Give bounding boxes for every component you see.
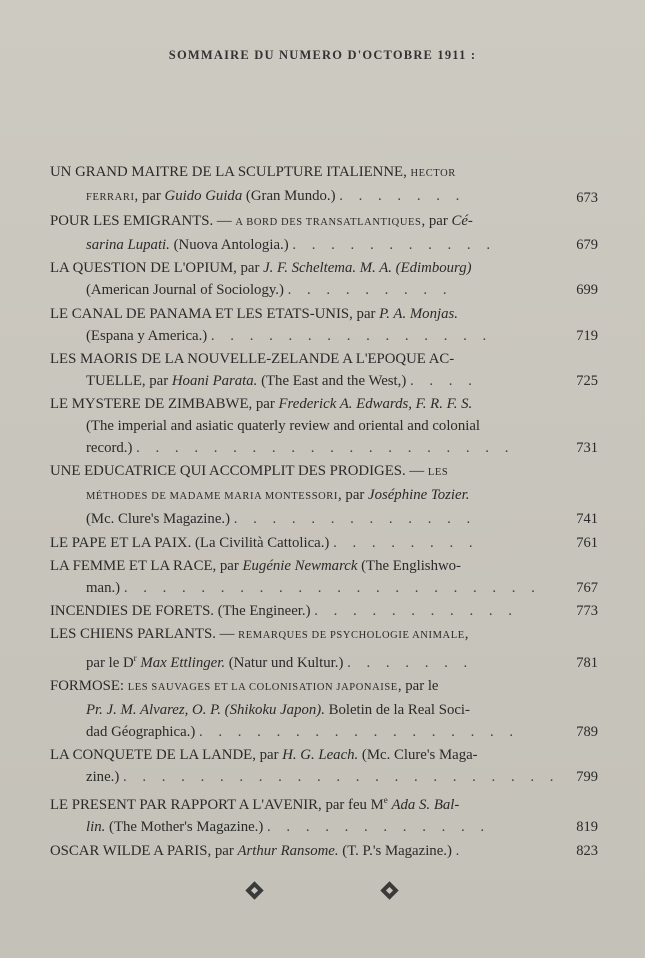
entry-line (50, 789, 598, 816)
entry-text: LA QUESTION DE L'OPIUM, par (50, 260, 264, 277)
entry-line (50, 370, 598, 392)
page-title: SOMMAIRE DU NUMERO D'OCTOBRE 1911 : (168, 48, 477, 62)
author-name: Eugénie Newmarck (242, 557, 358, 574)
dot-leader: . . . . . . . . . . . . (267, 819, 491, 836)
dot-leader: . . . . (410, 372, 478, 389)
entry-line (50, 303, 598, 325)
subtitle-text: MÉTHODES DE MADAME MARIA MONTESSORI (86, 491, 339, 503)
entry-text: LE MYSTERE DE ZIMBABWE, par (50, 395, 279, 412)
entry-line (50, 675, 598, 699)
entry-text: (Natur und Kultur.) (225, 654, 348, 671)
entry-line (50, 555, 598, 577)
page-number: 819 (576, 819, 598, 836)
page-number: 679 (576, 237, 598, 254)
ornaments (0, 884, 645, 904)
toc-entry (50, 532, 598, 554)
toc-entry (50, 257, 598, 301)
entry-text: FORMOSE: (50, 677, 128, 694)
subtitle-text: REMARQUES DE PSYCHOLOGIE ANIMALE (238, 629, 465, 641)
entry-text: OSCAR WILDE A PARIS, par (50, 842, 238, 859)
dot-leader: . . . . . . . (339, 188, 466, 205)
entry-text: LE PRESENT PAR RAPPORT A L'AVENIR, par feu M (50, 797, 384, 814)
entry-line (50, 210, 598, 234)
entry-line (50, 393, 598, 415)
author-name: Frederick A. Edwards, F. R. F. S. (278, 395, 473, 412)
entry-text: (Nuova Antologia.) (169, 237, 293, 254)
entry-text: (The Mother's Magazine.) (105, 819, 268, 836)
entry-text: LE CANAL DE PANAMA ET LES ETATS-UNIS, par (50, 305, 380, 322)
entry-text: LES CHIENS PARLANTS. — (50, 625, 239, 642)
entry-text: (Mc. Clure's Maga- (358, 747, 478, 764)
diamond-ornament-icon (380, 881, 398, 899)
entry-line (50, 623, 598, 647)
entry-text: (T. P.'s Magazine.) (338, 842, 456, 859)
entry-line (50, 840, 598, 862)
dot-leader: . . . . . . . . . . . . . . . . . (198, 724, 520, 741)
entry-line (50, 816, 598, 838)
author-name: H. G. Leach. (282, 747, 359, 764)
entry-text: , (464, 625, 469, 642)
dot-leader: . . . . . . . . . . . . . . . . . . . . . . . (122, 769, 560, 786)
toc-entry (50, 393, 598, 459)
subtitle-text: A BORD DES TRANSATLANTIQUES (235, 217, 422, 229)
entry-text: (The East and the West,) (257, 372, 410, 389)
entry-line (50, 721, 598, 743)
entry-line (50, 647, 598, 674)
subtitle-text: LES SAUVAGES ET LA COLONISATION JAPONAISE (127, 681, 398, 693)
entry-text: (Mc. Clure's Magazine.) (86, 511, 234, 528)
author-name: Guido Guida (164, 188, 243, 205)
page-number: 823 (576, 842, 598, 859)
entry-text: TUELLE, par (86, 372, 172, 389)
entry-line (50, 744, 598, 766)
entry-line (50, 577, 598, 599)
toc-entry (50, 744, 598, 788)
page-number: 731 (576, 440, 598, 457)
entry-text: Boletin de la Real Soci- (324, 702, 470, 719)
author-name: P. A. Monjas. (379, 305, 458, 322)
entry-text: LA FEMME ET LA RACE, par (50, 557, 243, 574)
entry-text: UN GRAND MAITRE DE LA SCULPTURE ITALIENNE, (50, 164, 411, 180)
entry-line (50, 234, 598, 256)
entry-text: (Gran Mundo.) (242, 188, 340, 205)
entry-line (50, 600, 598, 622)
dot-leader: . . . . . . . . . . . . . . . . . . . . . . (123, 579, 541, 596)
entry-text: INCENDIES DE FORETS. (The Engineer.) (50, 602, 315, 619)
entry-text: POUR LES EMIGRANTS. — (50, 213, 236, 230)
page-number: 719 (576, 327, 598, 344)
author-name: Max Ettlinger. (140, 654, 226, 671)
page-number: 799 (576, 769, 598, 786)
entry-line (50, 699, 598, 721)
author-name: Cé- (451, 213, 473, 230)
toc-entry (50, 789, 598, 838)
entry-text: , par (421, 213, 452, 230)
page-number: 673 (576, 190, 598, 207)
entry-line (50, 348, 598, 370)
entry-text: e (383, 795, 388, 806)
toc-entry (50, 675, 598, 743)
dot-leader: . . . . . . . . . . . (292, 237, 497, 254)
toc-entry (50, 303, 598, 347)
entry-text: man.) (86, 579, 124, 596)
entry-line (50, 484, 598, 508)
entry-line (50, 766, 598, 788)
toc-entry (50, 460, 598, 530)
subtitle-text: LES (427, 467, 449, 479)
entry-line (50, 185, 598, 209)
author-name: J. F. Scheltema. M. A. (Edimbourg) (263, 260, 472, 277)
dot-leader: . . . . . . . . . . . (314, 602, 518, 619)
toc-entry (50, 210, 598, 256)
entry-text: , par (338, 487, 369, 504)
page-number: 761 (576, 534, 598, 551)
entry-text: par le D (86, 654, 134, 671)
page-number: 773 (576, 602, 598, 619)
subtitle-text: HECTOR (410, 168, 456, 179)
entry-line (50, 460, 598, 484)
author-name: Arthur Ransome. (237, 842, 339, 859)
page-number: 725 (576, 372, 598, 389)
dot-leader: . . . . . . . . . . . . . . . . . . . . (136, 440, 515, 457)
toc-entry (50, 840, 598, 862)
author-name: Pr. J. M. Alvarez, O. P. (Shikoku Japon). (86, 702, 325, 719)
dot-leader: . . . . . . . . . . . . . . . (210, 327, 493, 344)
entry-line (50, 437, 598, 459)
entry-line (50, 161, 598, 185)
entry-text: UNE EDUCATRICE QUI ACCOMPLIT DES PRODIGES. — (50, 463, 428, 480)
page-number: 741 (576, 511, 598, 528)
author-name: Hoani Parata. (171, 372, 258, 389)
entry-text: , par le (397, 677, 439, 694)
entry-line (50, 257, 598, 279)
dot-leader: . . . . . . . . (333, 534, 479, 551)
author-name: Joséphine Tozier. (368, 487, 470, 504)
page-number: 781 (576, 654, 598, 671)
entry-text: LE PAPE ET LA PAIX. (La Civilità Cattolica.) (50, 534, 334, 551)
author-name: sarina Lupati. (86, 237, 170, 254)
entry-text: zine.) (86, 769, 123, 786)
entry-text: (The Englishwo- (357, 557, 461, 574)
entry-text: LA CONQUETE DE LA LANDE, par (50, 747, 283, 764)
entry-line (50, 279, 598, 301)
dot-leader: . . . . . . . (347, 654, 474, 671)
table-of-contents (50, 161, 598, 862)
subtitle-text: FERRARI (86, 192, 135, 204)
page-number: 699 (576, 282, 598, 299)
page-number: 789 (576, 724, 598, 741)
toc-entry (50, 161, 598, 209)
entry-text: (The imperial and asiatic quaterly review and oriental and colonial (86, 418, 481, 435)
dot-leader: . . . . . . . . . . . . . (233, 511, 477, 528)
toc-entry (50, 348, 598, 392)
page-number: 767 (576, 579, 598, 596)
entry-line (50, 508, 598, 530)
entry-text: , par (134, 188, 165, 205)
entry-text: dad Géographica.) (86, 724, 199, 741)
toc-entry (50, 600, 598, 622)
entry-text: (Espana y America.) (86, 327, 211, 344)
toc-entry (50, 623, 598, 674)
author-name: lin. (86, 819, 106, 836)
dot-leader: . . . . . . . . . (287, 282, 453, 299)
dot-leader: . (455, 842, 466, 859)
diamond-ornament-icon (245, 881, 263, 899)
entry-line (50, 325, 598, 347)
entry-text: LES MAORIS DE LA NOUVELLE-ZELANDE A L'EPOQUE AC- (50, 350, 455, 367)
entry-line (50, 532, 598, 554)
entry-line (50, 415, 598, 437)
toc-entry (50, 555, 598, 599)
author-name: Ada S. Bal- (391, 797, 460, 814)
entry-text: record.) (86, 440, 137, 457)
entry-text: (American Journal of Sociology.) (86, 282, 288, 299)
entry-text: r (133, 652, 137, 663)
